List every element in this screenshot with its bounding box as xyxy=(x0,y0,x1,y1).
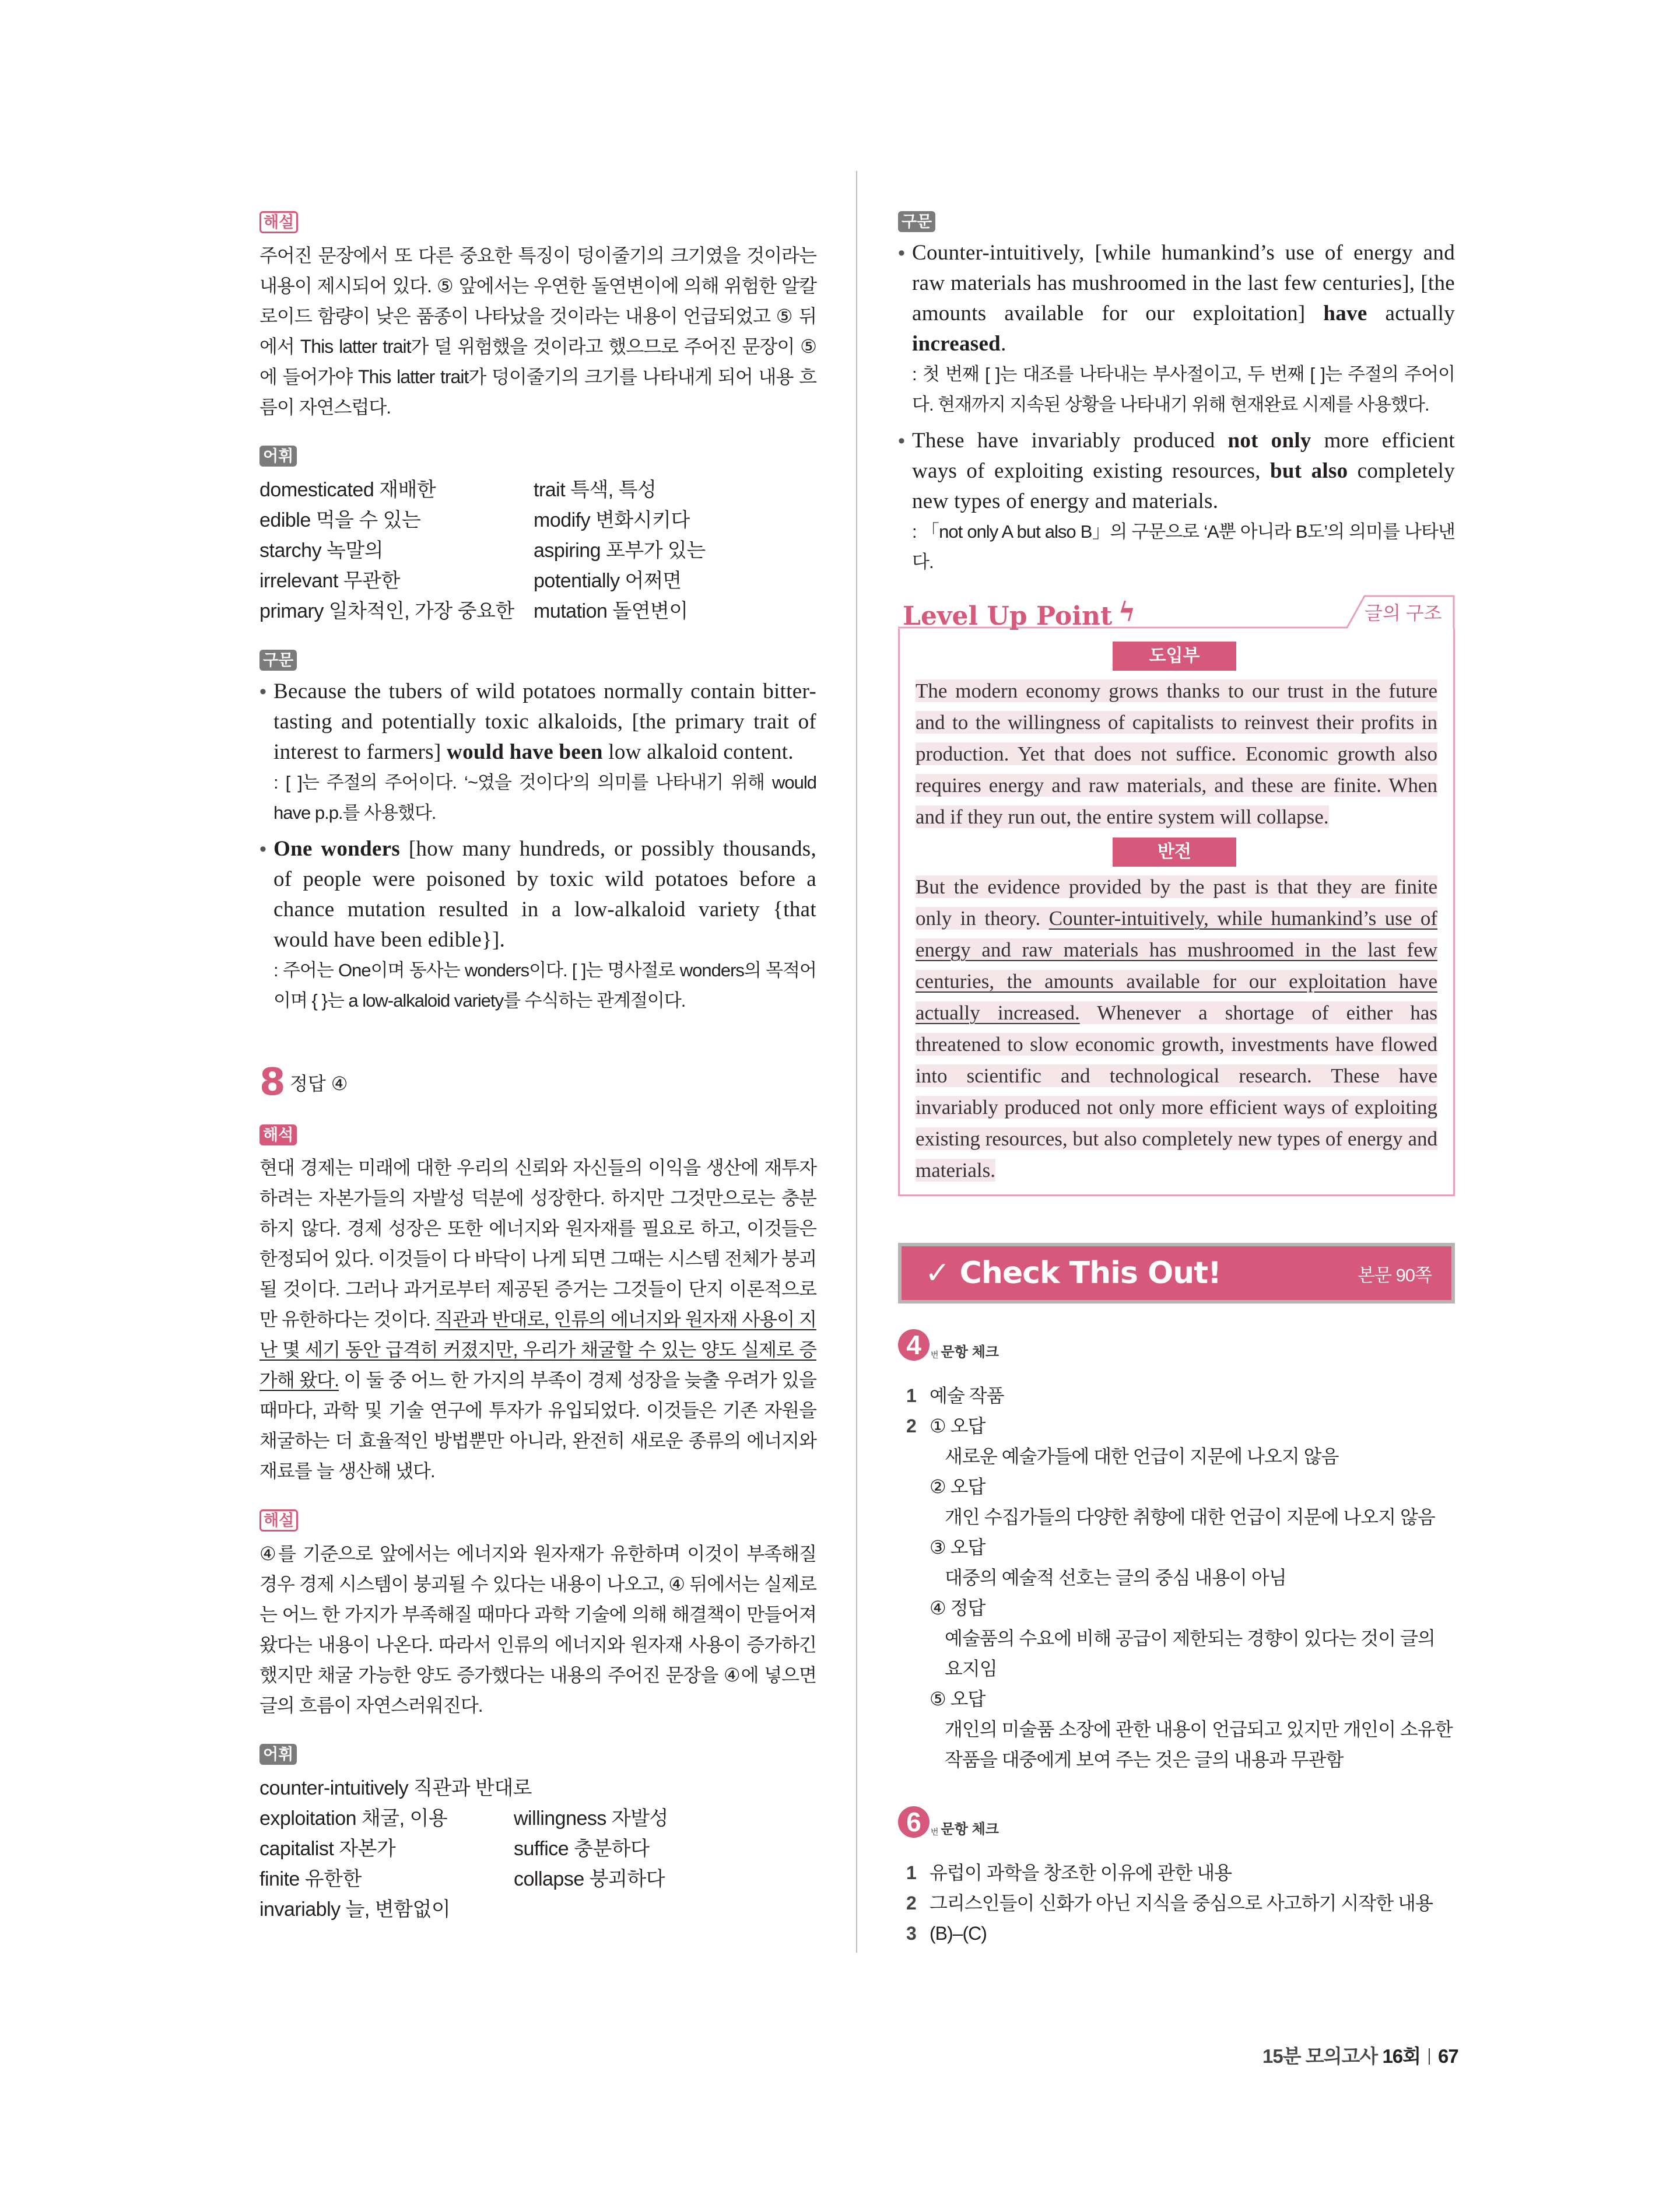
passage-reversal-lead: But the evidence provided by the past is that they are finite only in theory. xyxy=(916,875,1437,930)
passage-rest: Whenever a shortage of either has threatened to slow economic growth, investments have flowed into scientific and technological research. These have invariably produced not only more efficient ways of exploiting existing resources, but also completely new types of energy and materials. xyxy=(916,1001,1437,1182)
list-item xyxy=(898,1411,1455,1775)
syntax-bullets xyxy=(259,677,816,1016)
level-up-point-box xyxy=(898,593,1455,1196)
answer-mark: ⑤ 오답 xyxy=(930,1688,985,1709)
item-number: 1 xyxy=(906,1862,916,1883)
bullet-dot: • xyxy=(898,430,905,452)
translation-text xyxy=(259,1152,816,1486)
vocab-item: finite 유한한 xyxy=(259,1868,362,1890)
vocab-item: suffice 충분하다 xyxy=(514,1838,650,1860)
explanation-tag: 해설 xyxy=(259,1509,298,1532)
explanation-tag: 해설 xyxy=(259,211,298,233)
lightning-icon: ϟ xyxy=(1118,596,1136,628)
syntax-note: : 「not only A but also B」의 구문으로 ‘A뿐 아니라 B도’의 의미를 나타낸다. xyxy=(912,521,1455,572)
bold-phrase: but also xyxy=(1270,459,1348,483)
sentence-part: more efficient ways of exploiting existing resources, xyxy=(912,429,1455,483)
list-item xyxy=(898,1380,1455,1411)
question-6-list xyxy=(898,1858,1455,1949)
syntax-bullet xyxy=(898,238,1455,420)
bold-phrase: have xyxy=(1323,302,1367,325)
syntax-tag: 구문 xyxy=(259,650,297,671)
bold-phrase: increased xyxy=(912,332,1001,356)
example-sentence xyxy=(912,238,1455,359)
answer-mark: ④ 정답 xyxy=(930,1597,985,1618)
explanation-text: ④를 기준으로 앞에서는 에너지와 원자재가 유한하며 이것이 부족해질 경우 경제 시스템이 붕괴될 수 있다는 내용이 나오고, ④ 뒤에서는 실제로는 어느 한 가지가 부족해질 때마다 과학 기술에 의해 해결책이 만들어져 왔다는 내용이 나온다. 따라서 인류의 에너지와 원자재 사용이 증가하긴 했지만 채굴 가능한 양도 증가했다는 내용의 주어진 문장을 ④에 넣으면 글의 흐름이 자연스러워진다. xyxy=(259,1543,816,1716)
answer-header xyxy=(259,1061,816,1104)
answer-text: 정답 ④ xyxy=(290,1073,348,1094)
sentence-part: Because the tubers of wild potatoes normally contain bitter-tasting and potentially toxic alkaloids, [the primary trait of interest to farmers] xyxy=(273,679,816,764)
sentence-part: Counter-intuitively, [while humankind’s use of energy and raw materials has mushroomed in the last few centuries], [the amounts available for our exploitation] xyxy=(912,241,1455,325)
list-item xyxy=(898,1888,1455,1918)
left-column xyxy=(259,211,816,1925)
series-name: 15분 모의고사 xyxy=(1262,2045,1378,2067)
level-up-title-wrap xyxy=(903,596,1136,631)
item-text: (B)–(C) xyxy=(930,1923,987,1944)
check-title: ✓ Check This Out! xyxy=(925,1256,1221,1291)
item-check-label: 문항 체크 xyxy=(941,1821,999,1837)
vocabulary-tag: 어휘 xyxy=(259,1744,297,1765)
item-text: 예술 작품 xyxy=(930,1385,1004,1406)
sentence-part: [how many hundreds, or possibly thousands, of people were poisoned by toxic wild potatoes before a chance mutation resulted in a low-alkaloid variety {that would have been edible}]. xyxy=(273,837,816,952)
page-number: 67 xyxy=(1438,2045,1458,2067)
beon-label: 번 xyxy=(931,1350,939,1359)
syntax-note: : 첫 번째 [ ]는 대조를 나타내는 부사절이고, 두 번째 [ ]는 주절의 주어이다. 현재까지 지속된 상황을 나타내기 위해 현재완료 시제를 사용했다. xyxy=(912,364,1455,415)
round-number: 16회 xyxy=(1382,2045,1421,2067)
list-item xyxy=(898,1858,1455,1888)
translation-tag: 해석 xyxy=(259,1124,297,1145)
question-4-list xyxy=(898,1380,1455,1775)
vocab-item: potentially 어쩌면 xyxy=(534,570,682,592)
reversal-label: 반전 xyxy=(1113,838,1236,867)
right-column xyxy=(898,211,1455,1949)
item-number: 1 xyxy=(906,1385,916,1406)
example-sentence xyxy=(912,426,1455,517)
answer-mark: ① 오답 xyxy=(930,1415,985,1436)
answer-explanation: 새로운 예술가들에 대한 언급이 지문에 나오지 않음 xyxy=(945,1446,1339,1467)
vocabulary-list xyxy=(259,1773,816,1925)
question-number: 8 xyxy=(259,1061,286,1104)
level-up-header xyxy=(898,593,1455,629)
item-number: 2 xyxy=(906,1893,916,1914)
sentence-part: . xyxy=(1001,332,1006,356)
bullet-dot: • xyxy=(259,838,266,860)
bold-phrase: not only xyxy=(1227,429,1311,453)
vocab-item: primary 일차적인, 가장 중요한 xyxy=(259,600,514,622)
item-number: 2 xyxy=(906,1415,916,1436)
explanation-text: 주어진 문장에서 또 다른 중요한 특징이 덩이줄기의 크기였을 것이라는 내용이 제시되어 있다. ⑤ 앞에서는 우연한 돌연변이에 의해 위험한 알칼로이드 함량이 낮은 품종이 나타났을 것이라는 내용이 언급되었고 ⑤ 뒤에서 This latter trait가 덜 위험했을 것이라고 했으므로 주어진 문장이 ⑤에 들어가야 This latter trait가 덩이줄기의 크기를 나타내게 되어 내용 흐름이 자연스럽다. xyxy=(259,245,816,418)
syntax-section-left xyxy=(259,650,816,1016)
explanation-section-2 xyxy=(259,1509,816,1721)
vocabulary-section-2 xyxy=(259,1744,816,1925)
sentence-part: actually xyxy=(1367,302,1455,325)
vocab-item: mutation 돌연변이 xyxy=(534,600,688,622)
syntax-bullet xyxy=(259,677,816,828)
vocabulary-tag: 어휘 xyxy=(259,446,297,467)
intro-label: 도입부 xyxy=(1113,642,1236,671)
vocab-item: invariably 늘, 변함없이 xyxy=(259,1898,451,1921)
item-text: 그리스인들이 신화가 아닌 지식을 중심으로 사고하기 시작한 내용 xyxy=(930,1893,1433,1914)
vocab-item: trait 특색, 특성 xyxy=(534,479,657,501)
vocab-item: exploitation 채굴, 이용 xyxy=(259,1807,448,1830)
translation-section xyxy=(259,1124,816,1486)
bold-phrase: One wonders xyxy=(273,837,401,861)
question-4-header xyxy=(898,1329,1455,1361)
structure-label: 글의 구조 xyxy=(1365,602,1442,623)
page-footer xyxy=(1262,2041,1458,2069)
bullet-dot: • xyxy=(259,681,266,703)
answer-explanation: 예술품의 수요에 비해 공급이 제한되는 경향이 있다는 것이 글의 요지임 xyxy=(945,1628,1435,1679)
passage-box xyxy=(898,629,1455,1196)
passage-intro: The modern economy grows thanks to our trust in the future and to the willingness of capitalists to reinvest their profits in production. Yet that does not suffice. Economic growth also requires energy and raw materials, and these are finite. When and if they run out, the entire system will collapse. xyxy=(916,679,1437,828)
example-sentence xyxy=(273,834,816,955)
column-divider xyxy=(856,171,857,1953)
answer-mark: ② 오답 xyxy=(930,1476,985,1497)
vocab-item: aspiring 포부가 있는 xyxy=(534,539,706,562)
sentence-part: completely new types of energy and materials. xyxy=(912,459,1455,513)
check-this-out-banner xyxy=(898,1243,1455,1304)
question-number-badge: 6 xyxy=(898,1806,930,1838)
bold-phrase: would have been xyxy=(447,740,603,764)
translation-part: 이 둘 중 어느 한 가지의 부족이 경제 성장을 늦출 우려가 있을 때마다, 과학 및 기술 연구에 투자가 유입되었다. 이것들은 기존 자원을 채굴하는 더 효율적인 방법뿐만 아니라, 완전히 새로운 종류의 에너지와 재료를 늘 생산해 냈다. xyxy=(259,1369,816,1481)
syntax-note: : 주어는 One이며 동사는 wonders이다. [ ]는 명사절로 wonders의 목적어이며 { }는 a low-alkaloid variety를 수식하는 관계절이다. xyxy=(273,960,816,1011)
syntax-section-right xyxy=(898,211,1455,577)
vocab-item: modify 변화시키다 xyxy=(534,509,690,531)
vocab-item: willingness 자발성 xyxy=(514,1807,668,1830)
footer-separator xyxy=(1429,2048,1430,2065)
vocabulary-section-1 xyxy=(259,446,816,626)
level-up-title: Level Up Point xyxy=(903,601,1113,631)
explanation-section-1 xyxy=(259,211,816,422)
answer-explanation: 개인의 미술품 소장에 관한 내용이 언급되고 있지만 개인이 소유한 작품을 대중에게 보여 주는 것은 글의 내용과 무관함 xyxy=(945,1719,1453,1770)
beon-label: 번 xyxy=(931,1827,939,1837)
sentence-part: low alkaloid content. xyxy=(602,740,794,764)
syntax-tag: 구문 xyxy=(898,211,935,232)
passage-reversal xyxy=(916,875,1437,1182)
passage-underlined: Counter-intuitively, while humankind’s use of energy and raw materials has mushroomed in the last few centuries, the amounts available for our exploitation have actually increased. xyxy=(916,907,1438,1024)
vocabulary-list xyxy=(259,475,816,626)
item-text: 유럽이 과학을 창조한 이유에 관한 내용 xyxy=(930,1862,1232,1883)
list-item xyxy=(898,1918,1455,1949)
syntax-note: : [ ]는 주절의 주어이다. ‘~였을 것이다’의 의미를 나타내기 위해 would have p.p.를 사용했다. xyxy=(273,772,816,823)
sub-items xyxy=(930,1411,1455,1775)
syntax-bullet xyxy=(259,834,816,1016)
item-check-label: 문항 체크 xyxy=(941,1344,999,1360)
vocab-item: capitalist 자본가 xyxy=(259,1838,396,1860)
vocab-item: domesticated 재배한 xyxy=(259,479,436,501)
sentence-part: These have invariably produced xyxy=(912,429,1228,453)
answer-mark: ③ 오답 xyxy=(930,1537,985,1558)
vocab-item: counter-intuitively 직관과 반대로 xyxy=(259,1777,532,1799)
syntax-bullet xyxy=(898,426,1455,577)
vocab-item: irrelevant 무관한 xyxy=(259,570,400,592)
syntax-bullets xyxy=(898,238,1455,577)
answer-explanation: 대중의 예술적 선호는 글의 중심 내용이 아님 xyxy=(945,1567,1286,1588)
passage-text-main xyxy=(916,871,1437,1186)
answer-explanation: 개인 수집가들의 다양한 취향에 대한 언급이 지문에 나오지 않음 xyxy=(945,1506,1435,1527)
page-reference: 본문 90쪽 xyxy=(1358,1264,1432,1285)
translation-underlined: 직관과 반대로, 인류의 에너지와 원자재 사용이 지난 몇 세기 동안 급격히 커졌지만, 우리가 채굴할 수 있는 양도 실제로 증가해 왔다. xyxy=(259,1309,816,1390)
item-number: 3 xyxy=(906,1923,916,1944)
example-sentence xyxy=(273,677,816,768)
vocab-item: edible 먹을 수 있는 xyxy=(259,509,421,531)
bullet-dot: • xyxy=(898,242,905,264)
translation-part: 현대 경제는 미래에 대한 우리의 신뢰와 자신들의 이익을 생산에 재투자하려는 자본가들의 자발성 덕분에 성장한다. 하지만 그것만으로는 충분하지 않다. 경제 성장은 또한 에너지와 원자재를 필요로 하고, 이것들은 한정되어 있다. 이것들이 다 바닥이 나게 되면 그때는 시스템 전체가 붕괴될 것이다. 그러나 과거로부터 제공된 증거는 그것들이 단지 이론적으로만 유한하다는 것이다. xyxy=(259,1157,816,1330)
question-number-badge: 4 xyxy=(898,1329,930,1361)
passage-text-intro xyxy=(916,675,1437,833)
question-6-header xyxy=(898,1806,1455,1838)
vocab-item: collapse 붕괴하다 xyxy=(514,1868,665,1890)
vocab-item: starchy 녹말의 xyxy=(259,539,384,562)
